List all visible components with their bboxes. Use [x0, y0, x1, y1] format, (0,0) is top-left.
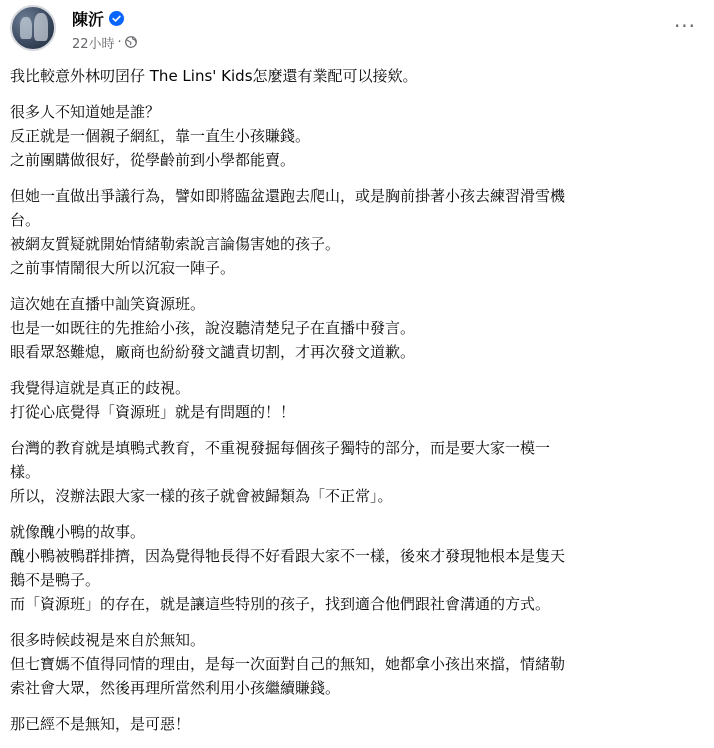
- post-text-line: 那已經不是無知，是可惡！: [10, 715, 191, 733]
- post-paragraph: [10, 712, 690, 736]
- post-text-line: 而「資源班」的存在，就是讓這些特別的孩子，找到適合他們跟社會溝通的方式。: [10, 595, 551, 613]
- post-timestamp[interactable]: 22小時: [72, 36, 115, 52]
- post-paragraph: [10, 184, 690, 280]
- post-text-line: 這次她在直播中訕笑資源班。: [10, 295, 206, 313]
- post-text-line: 台。: [10, 211, 41, 229]
- meta-separator: ·: [117, 34, 122, 50]
- avatar-figure-right: [34, 13, 48, 41]
- post-text-line: 之前事情鬧很大所以沉寂一陣子。: [10, 259, 236, 277]
- post-meta: [72, 33, 137, 51]
- author-name[interactable]: 陳沂: [72, 9, 105, 29]
- avatar-figure-left: [20, 17, 32, 39]
- post-text-line: 就像醜小鴨的故事。: [10, 523, 146, 541]
- post-paragraph: [10, 100, 690, 172]
- post-text-line: 打從心底覺得「資源班」就是有問題的！！: [10, 403, 296, 421]
- post-text-line: 也是一如既往的先推給小孩，說沒聽清楚兒子在直播中發言。: [10, 319, 416, 337]
- post-header: [10, 5, 704, 55]
- post-text-line: 樣。: [10, 463, 41, 481]
- more-options-icon[interactable]: ···: [673, 14, 697, 38]
- post-paragraph: [10, 628, 690, 700]
- post-text-line: 被網友質疑就開始情緒勒索說言論傷害她的孩子。: [10, 235, 341, 253]
- author-avatar[interactable]: [10, 5, 56, 51]
- post-paragraph: [10, 436, 690, 508]
- post-text-line: 但她一直做出爭議行為，譬如即將臨盆還跑去爬山，或是胸前掛著小孩去練習滑雪機: [10, 187, 566, 205]
- post-text-line: 鵝不是鴨子。: [10, 571, 101, 589]
- post-paragraph: [10, 292, 690, 364]
- post-paragraph: [10, 64, 690, 88]
- post-paragraph: [10, 376, 690, 424]
- post-text-line: 我比較意外林叨囝仔 The Lins' Kids怎麼還有業配可以接欸。: [10, 67, 418, 85]
- post-text-line: 之前團購做很好，從學齡前到小學都能賣。: [10, 151, 296, 169]
- post-text-line: 所以，沒辦法跟大家一樣的孩子就會被歸類為「不正常」。: [10, 487, 393, 505]
- post-text-line: 台灣的教育就是填鴨式教育，不重視發掘每個孩子獨特的部分，而是要大家一模一: [10, 439, 551, 457]
- post-text-line: 很多時候歧視是來自於無知。: [10, 631, 206, 649]
- post-text-line: 索社會大眾，然後再理所當然利用小孩繼續賺錢。: [10, 679, 341, 697]
- post-paragraph: [10, 520, 690, 616]
- post-body: [10, 64, 690, 748]
- post-text-line: 眼看眾怒難熄，廠商也紛紛發文譴責切割，才再次發文道歉。: [10, 343, 416, 361]
- post-text-line: 反正就是一個親子網紅，靠一直生小孩賺錢。: [10, 127, 311, 145]
- globe-icon[interactable]: [125, 36, 137, 48]
- author-line: [72, 7, 124, 29]
- post-text-line: 醜小鴨被鴨群排擠，因為覺得牠長得不好看跟大家不一樣，後來才發現牠根本是隻天: [10, 547, 566, 565]
- post-text-line: 很多人不知道她是誰？: [10, 103, 161, 121]
- verified-badge-icon: [109, 11, 124, 26]
- post-text-line: 我覺得這就是真正的歧視。: [10, 379, 191, 397]
- post-text-line: 但七寶媽不值得同情的理由，是每一次面對自己的無知，她都拿小孩出來擋，情緒勒: [10, 655, 566, 673]
